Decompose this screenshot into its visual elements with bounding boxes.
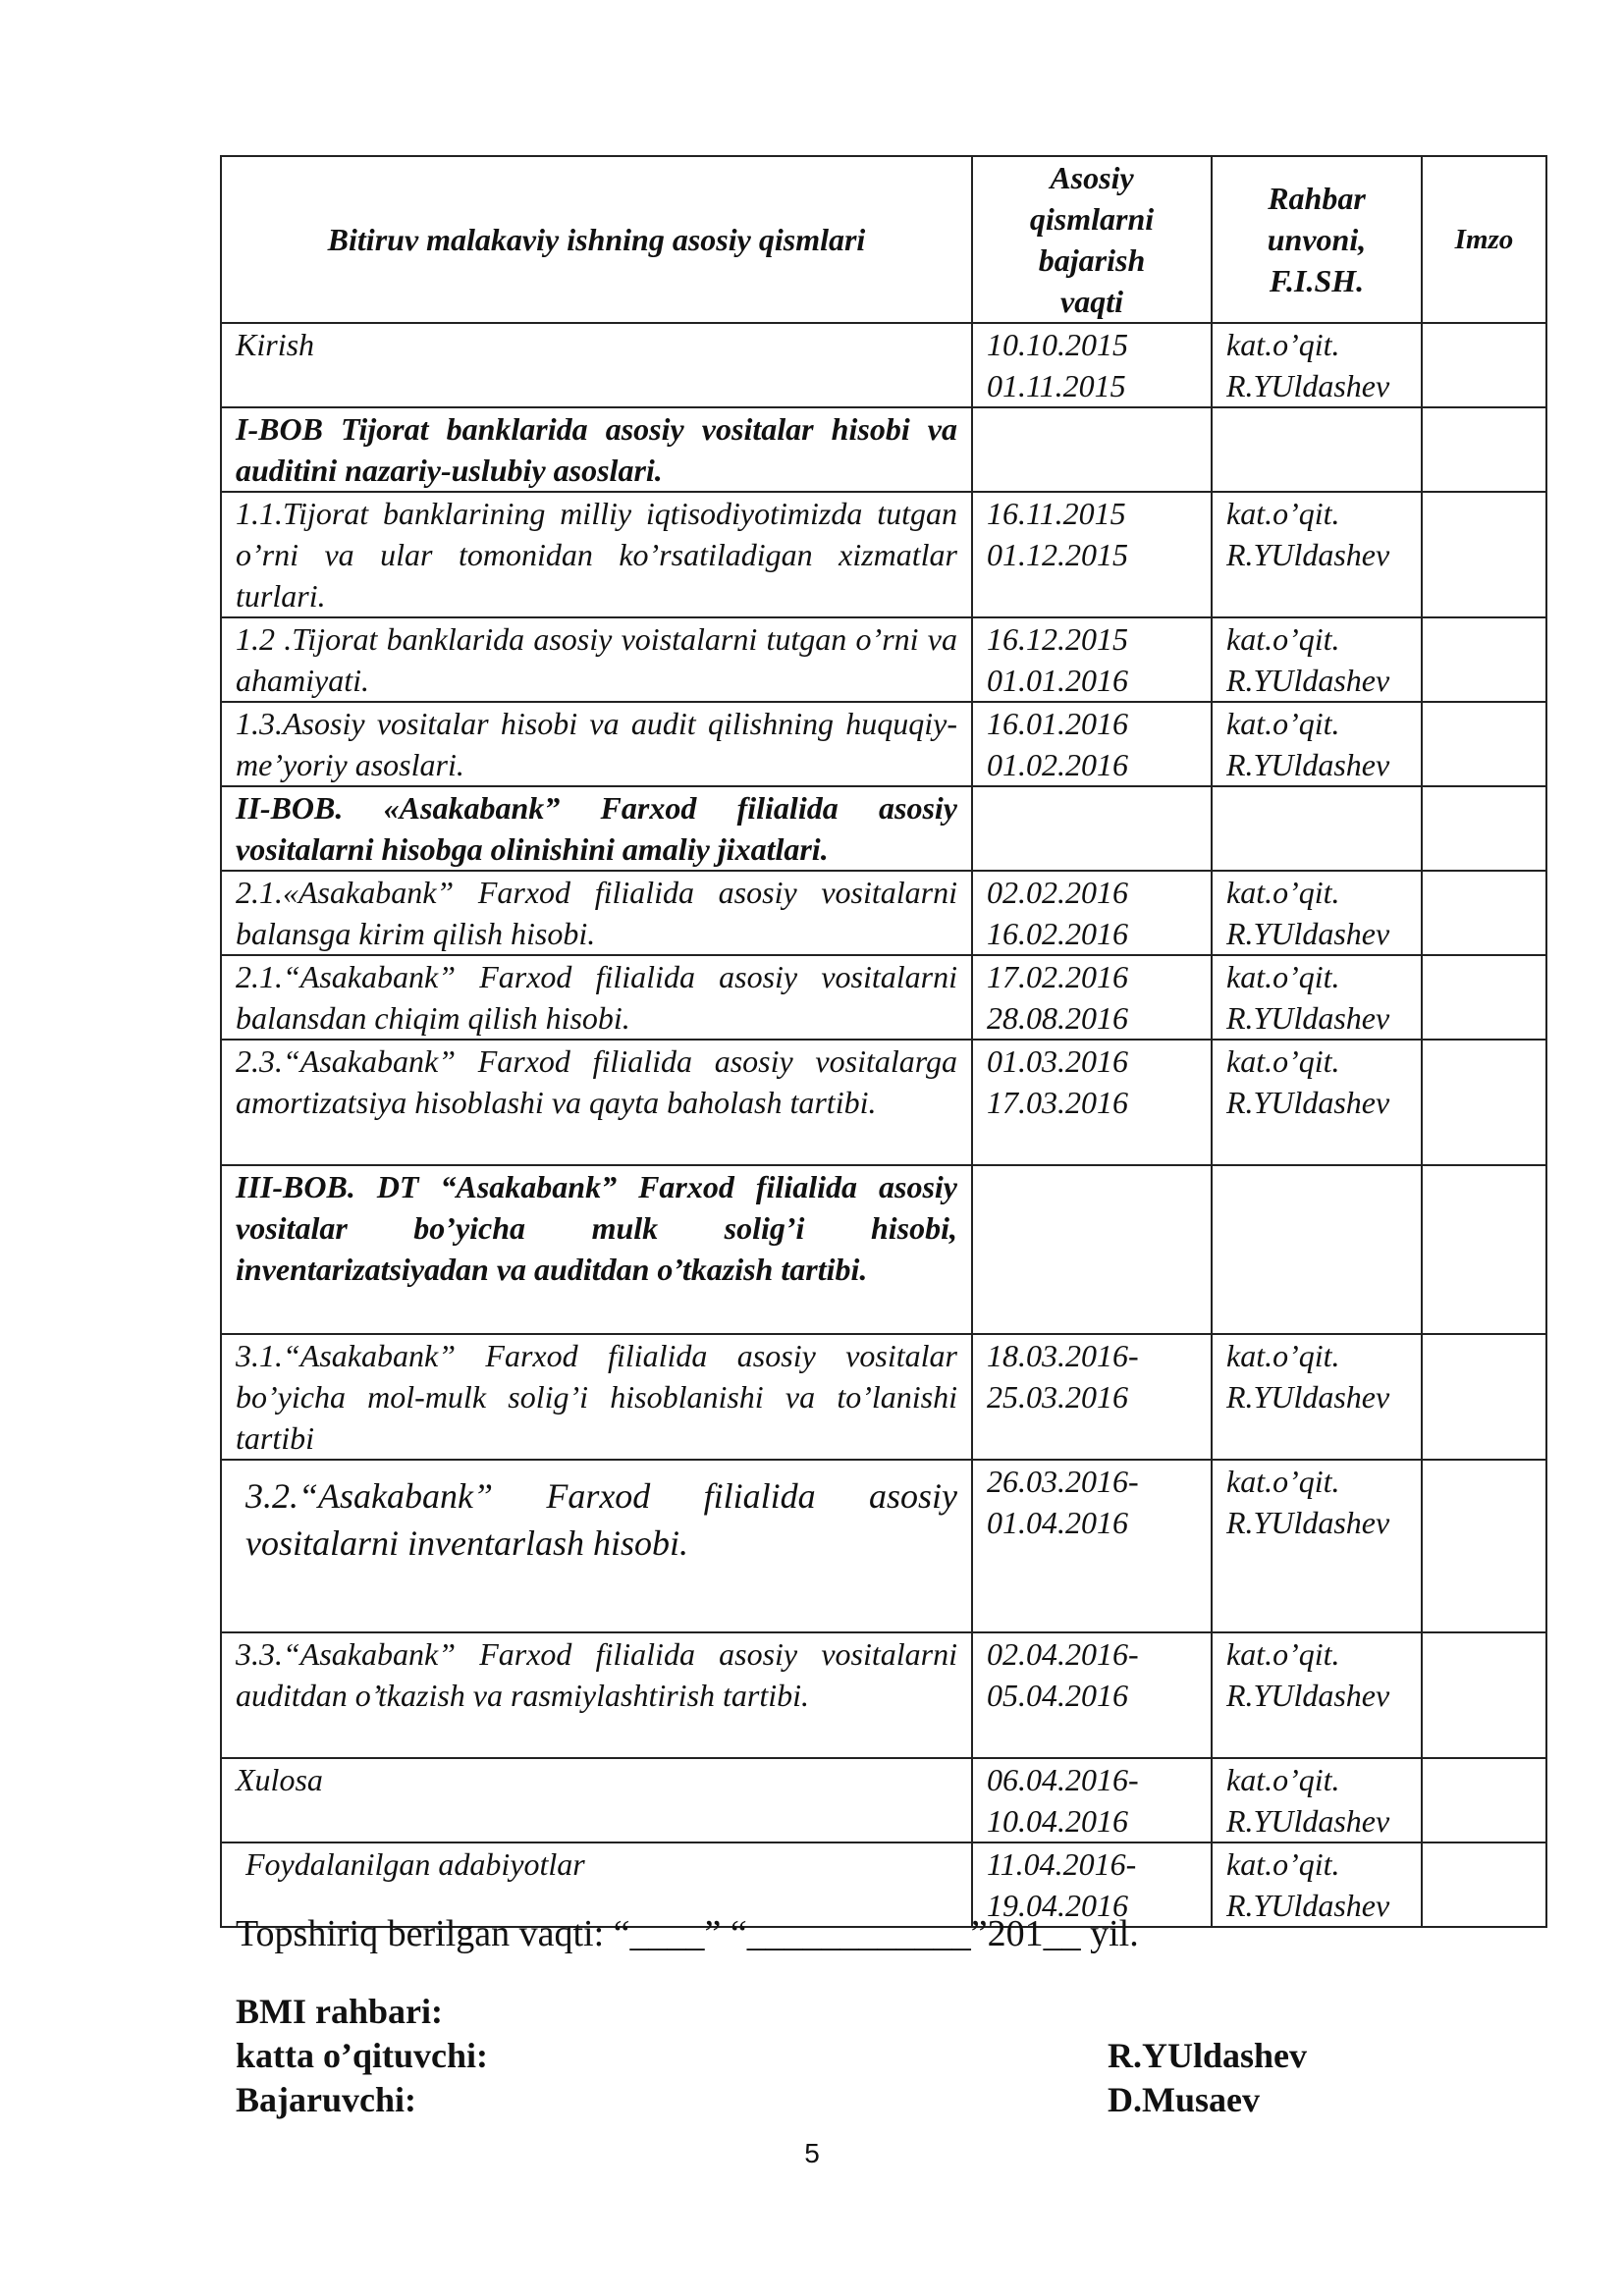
task-cell: 1.2 .Tijorat banklarida asosiy voistalarni tutgan o’rni va ahamiyati. [221,617,972,702]
signature-cell [1422,323,1546,407]
table-row [221,1632,1546,1758]
assignment-date-line: Topshiriq berilgan vaqti: “____” “____________”201__ yil. [236,1913,1139,1954]
supervisor-name: R.YUldashev [1108,2036,1308,2075]
end-date: 17.03.2016 [987,1085,1128,1120]
signature-cell [1422,955,1546,1040]
end-date: 05.04.2016 [987,1678,1128,1713]
signature-cell [1422,492,1546,617]
task-cell: 3.2.“Asakabank” Farxod filialida asosiy vositalarni inventarlash hisobi. [221,1460,972,1632]
supervisor-name: R.YUldashev [1226,916,1390,951]
table-row [221,955,1546,1040]
executor-label: Bajaruvchi: [236,2080,416,2119]
task-cell: 2.1.“Asakabank” Farxod filialida asosiy vositalarni balansdan chiqim qilish hisobi. [221,955,972,1040]
supervisor-name: R.YUldashev [1226,1379,1390,1415]
start-date: 17.02.2016 [987,959,1128,994]
table-row [221,1334,1546,1460]
task-cell: Foydalanilgan adabiyotlar [221,1842,972,1927]
end-date: 28.08.2016 [987,1000,1128,1036]
end-date: 01.01.2016 [987,663,1128,698]
start-date: 01.03.2016 [987,1043,1128,1079]
supervisor-name: R.YUldashev [1226,368,1390,403]
table-row [221,1165,1546,1334]
table-row [221,1460,1546,1632]
supervisor-name: R.YUldashev [1226,1888,1390,1923]
signature-cell [1422,617,1546,702]
supervisor-name: R.YUldashev [1226,663,1390,698]
signature-cell [1422,786,1546,871]
table-row [221,786,1546,871]
end-date: 25.03.2016 [987,1379,1128,1415]
supervisor-title: kat.o’qit. [1226,496,1340,531]
supervisor-title: kat.o’qit. [1226,1464,1340,1499]
header-signature: Imzo [1422,156,1546,323]
supervisor-name: R.YUldashev [1226,747,1390,782]
table-row [221,1040,1546,1165]
signature-cell [1422,702,1546,786]
bmi-supervisor-label: BMI rahbari: [236,1992,443,2031]
header-time: Asosiy qismlarni bajarish vaqti [972,156,1212,323]
end-date: 19.04.2016 [987,1888,1128,1923]
supervisor-title: kat.o’qit. [1226,1762,1340,1797]
table-row [221,492,1546,617]
table-row [221,871,1546,955]
supervisor-name: R.YUldashev [1226,1505,1390,1540]
page-number: 5 [804,2138,820,2168]
start-date: 16.11.2015 [987,496,1126,531]
task-cell: Xulosa [221,1758,972,1842]
task-cell: 3.1.“Asakabank” Farxod filialida asosiy vositalar bo’yicha mol-mulk solig’i hisoblanishi va to’lanishi tartibi [221,1334,972,1460]
supervisor-title: kat.o’qit. [1226,621,1340,657]
senior-lecturer-label: katta o’qituvchi: [236,2036,489,2075]
signature-cell [1422,1632,1546,1758]
end-date: 16.02.2016 [987,916,1128,951]
supervisor-name: R.YUldashev [1226,1085,1390,1120]
supervisor-name: R.YUldashev [1226,1678,1390,1713]
task-schedule-table [220,155,1547,1928]
start-date: 06.04.2016- [987,1762,1139,1797]
chapter-cell: I-BOB Tijorat banklarida asosiy vositalar hisobi va auditini nazariy-uslubiy asoslari. [221,407,972,492]
start-date: 18.03.2016- [987,1338,1139,1373]
supervisor-title: kat.o’qit. [1226,959,1340,994]
signature-cell [1422,1334,1546,1460]
signature-cell [1422,1758,1546,1842]
table-row [221,702,1546,786]
table-row [221,323,1546,407]
task-cell: 1.3.Asosiy vositalar hisobi va audit qilishning huquqiy-me’yoriy asoslari. [221,702,972,786]
table-header-row [221,156,1546,323]
supervisor-name: R.YUldashev [1226,1803,1390,1839]
table-row [221,407,1546,492]
signature-cell [1422,1842,1546,1927]
executor-name: D.Musaev [1108,2080,1260,2119]
start-date: 02.02.2016 [987,875,1128,910]
task-cell: 3.3.“Asakabank” Farxod filialida asosiy vositalarni auditdan o’tkazish va rasmiylashtirish tartibi. [221,1632,972,1758]
start-date: 11.04.2016- [987,1846,1137,1882]
signature-cell [1422,407,1546,492]
end-date: 01.12.2015 [987,537,1128,572]
chapter-cell: II-BOB. «Asakabank” Farxod filialida asosiy vositalarni hisobga olinishini amaliy jixatlari. [221,786,972,871]
supervisor-title: kat.o’qit. [1226,1043,1340,1079]
end-date: 01.11.2015 [987,368,1126,403]
header-supervisor: Rahbar unvoni, F.I.SH. [1212,156,1422,323]
signature-cell [1422,1460,1546,1632]
supervisor-title: kat.o’qit. [1226,706,1340,741]
supervisor-name: R.YUldashev [1226,1000,1390,1036]
end-date: 01.04.2016 [987,1505,1128,1540]
signature-cell [1422,1040,1546,1165]
task-cell: Kirish [221,323,972,407]
start-date: 26.03.2016- [987,1464,1139,1499]
start-date: 10.10.2015 [987,327,1128,362]
supervisor-title: kat.o’qit. [1226,1846,1340,1882]
header-parts: Bitiruv malakaviy ishning asosiy qismlari [221,156,972,323]
supervisor-title: kat.o’qit. [1226,1636,1340,1672]
start-date: 02.04.2016- [987,1636,1139,1672]
task-cell: 2.1.«Asakabank” Farxod filialida asosiy vositalarni balansga kirim qilish hisobi. [221,871,972,955]
supervisor-title: kat.o’qit. [1226,875,1340,910]
signature-cell [1422,871,1546,955]
signature-cell [1422,1165,1546,1334]
supervisor-title: kat.o’qit. [1226,1338,1340,1373]
table-row [221,617,1546,702]
supervisor-name: R.YUldashev [1226,537,1390,572]
end-date: 10.04.2016 [987,1803,1128,1839]
start-date: 16.12.2015 [987,621,1128,657]
supervisor-title: kat.o’qit. [1226,327,1340,362]
task-cell: 1.1.Tijorat banklarining milliy iqtisodiyotimizda tutgan o’rni va ular tomonidan ko’rsatiladigan xizmatlar turlari. [221,492,972,617]
task-cell: 2.3.“Asakabank” Farxod filialida asosiy vositalarga amortizatsiya hisoblashi va qayta baholash tartibi. [221,1040,972,1165]
start-date: 16.01.2016 [987,706,1128,741]
table-row [221,1758,1546,1842]
end-date: 01.02.2016 [987,747,1128,782]
chapter-cell: III-BOB. DT “Asakabank” Farxod filialida asosiy vositalar bo’yicha mulk solig’i hisobi, inventarizatsiyadan va auditdan o’tkazish tartibi. [221,1165,972,1334]
